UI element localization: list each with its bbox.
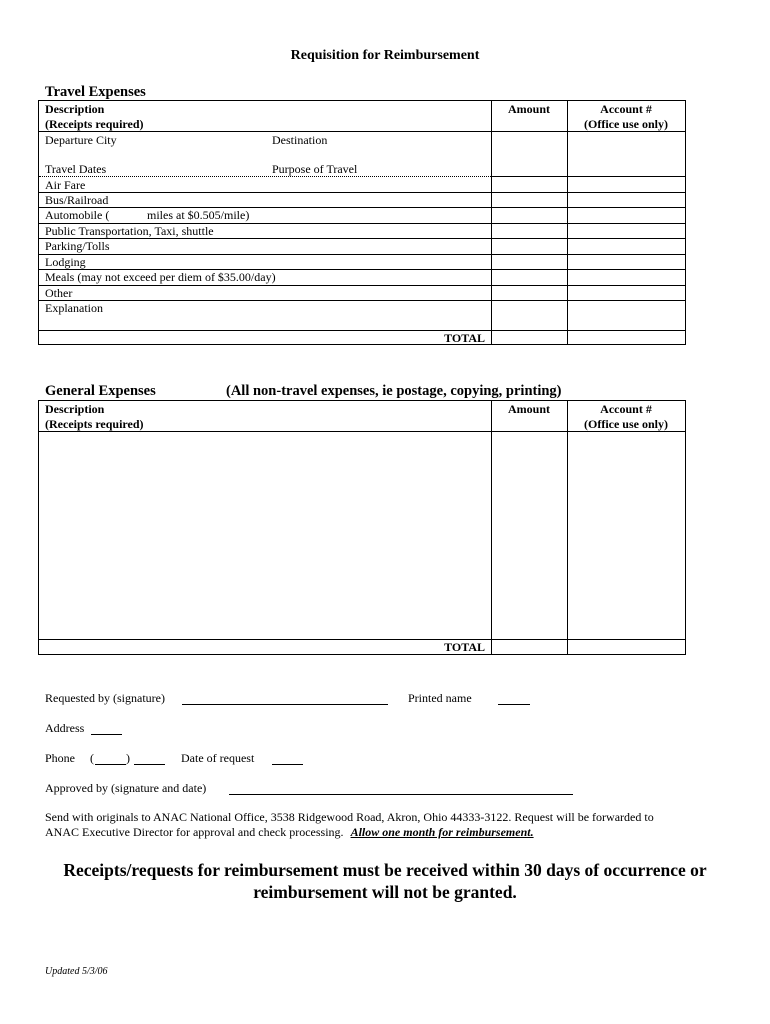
general-account-header: Account # — [600, 402, 652, 416]
public-transport-row: Public Transportation, Taxi, shuttle — [45, 224, 214, 238]
address-line[interactable] — [91, 734, 122, 735]
notice-line-1: Receipts/requests for reimbursement must be received within 30 days of occurrence or — [63, 860, 707, 880]
general-total-label: TOTAL — [444, 640, 485, 654]
travel-dates-label: Travel Dates — [45, 162, 107, 176]
address-label: Address — [45, 721, 85, 735]
parking-tolls-row: Parking/Tolls — [45, 239, 110, 253]
requested-by-label: Requested by (signature) — [45, 691, 165, 705]
receipts-note: (Receipts required) — [45, 117, 144, 131]
lodging-row: Lodging — [45, 255, 86, 269]
travel-total-label: TOTAL — [444, 331, 485, 345]
instructions-line-1: Send with originals to ANAC National Office, 3538 Ridgewood Road, Akron, Ohio 44333-3122. Request will be forwarded to — [45, 810, 654, 824]
general-expenses-table — [38, 400, 686, 655]
updated-date-footer: Updated 5/3/06 — [45, 966, 108, 977]
account-header: Account # — [600, 102, 652, 116]
printed-name-line[interactable] — [498, 704, 530, 705]
general-expenses-subheading: (All non-travel expenses, ie postage, copying, printing) — [226, 383, 562, 399]
amount-header: Amount — [507, 102, 550, 116]
automobile-rate: miles at $0.505/mile) — [147, 208, 250, 222]
desc-header: Description — [45, 102, 105, 116]
phone-number-line[interactable] — [134, 764, 165, 765]
travel-expenses-table — [38, 100, 686, 345]
travel-expenses-heading: Travel Expenses — [45, 84, 146, 100]
general-expenses-heading: General Expenses — [45, 383, 156, 399]
form-title: Requisition for Reimbursement — [290, 48, 480, 63]
explanation-row: Explanation — [45, 301, 103, 315]
general-receipts-note: (Receipts required) — [45, 417, 144, 431]
bus-railroad-row: Bus/Railroad — [45, 193, 109, 207]
phone-open-paren: ( — [90, 751, 94, 765]
purpose-label: Purpose of Travel — [272, 162, 358, 176]
other-row: Other — [45, 286, 73, 300]
meals-row: Meals (may not exceed per diem of $35.00/day) — [45, 270, 276, 284]
phone-close-paren: ) — [126, 751, 130, 765]
general-amount-header: Amount — [507, 402, 550, 416]
air-fare-row: Air Fare — [45, 178, 86, 192]
phone-label: Phone — [45, 751, 75, 765]
area-code-line[interactable] — [95, 764, 126, 765]
date-of-request-label: Date of request — [181, 751, 255, 765]
general-office-use-note: (Office use only) — [584, 417, 668, 431]
general-desc-header: Description — [45, 402, 105, 416]
printed-name-label: Printed name — [408, 691, 472, 705]
requested-by-signature-line[interactable] — [182, 704, 388, 705]
automobile-row: Automobile ( — [45, 208, 110, 222]
destination-label: Destination — [272, 133, 328, 147]
instructions-line-2: ANAC Executive Director for approval and check processing. — [45, 825, 344, 839]
approved-by-line[interactable] — [229, 794, 573, 795]
date-of-request-line[interactable] — [272, 764, 303, 765]
notice-line-2: reimbursement will not be granted. — [253, 882, 517, 902]
departure-city-label: Departure City — [45, 133, 117, 147]
approved-by-label: Approved by (signature and date) — [45, 781, 207, 795]
instructions-emphasis: Allow one month for reimbursement. — [350, 825, 534, 839]
office-use-note: (Office use only) — [584, 117, 668, 131]
